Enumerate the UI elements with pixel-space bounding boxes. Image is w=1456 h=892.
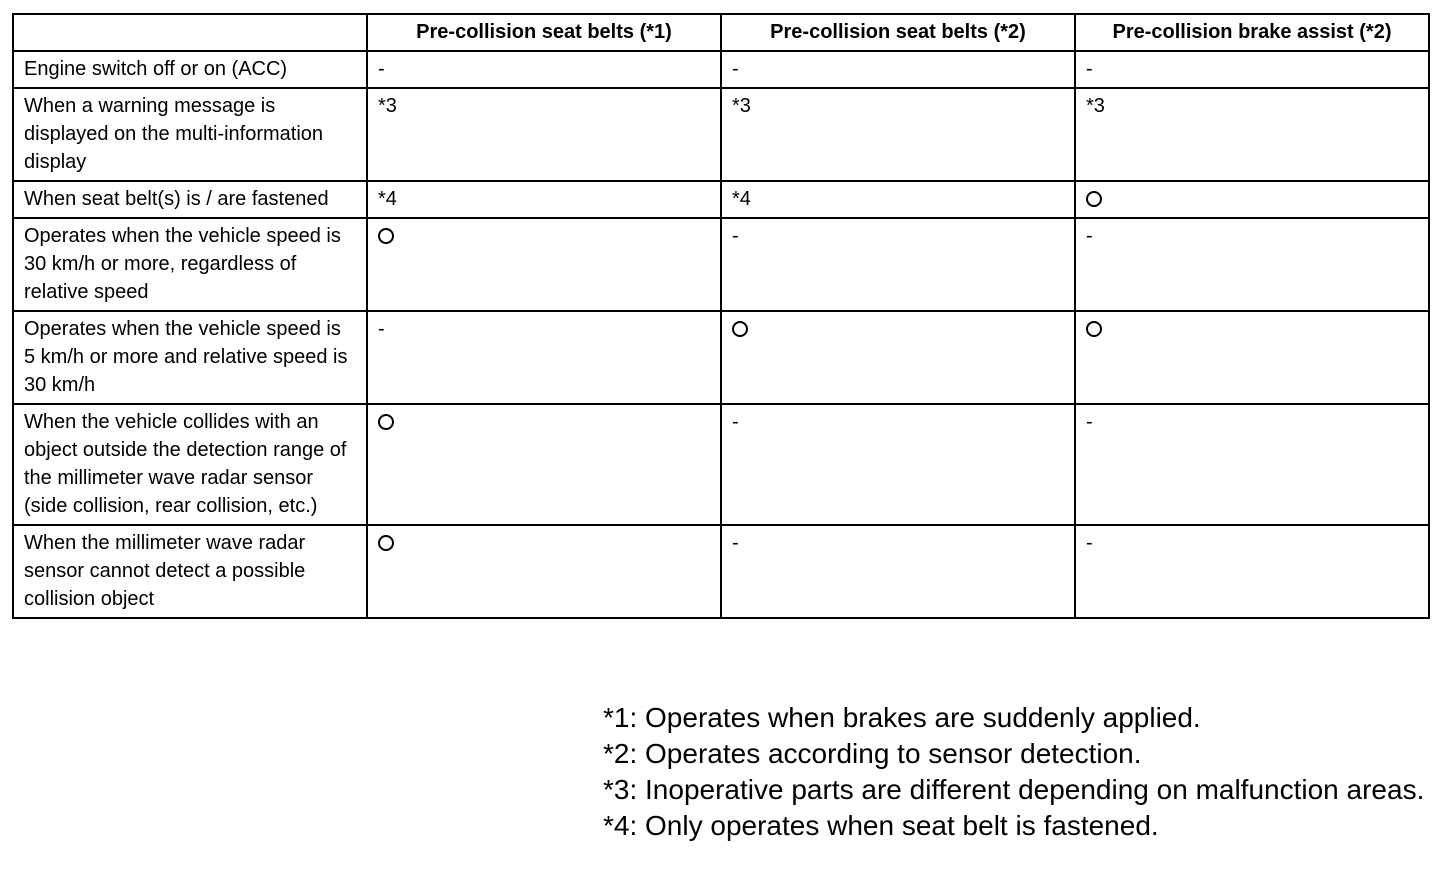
cell-mark: -	[378, 58, 385, 80]
table-cell	[1075, 525, 1429, 618]
table-header	[13, 14, 1429, 51]
table-cell	[1075, 88, 1429, 181]
cell-mark: -	[378, 318, 385, 340]
table-cell	[721, 181, 1075, 218]
table-row	[13, 404, 1429, 525]
header-blank-cell	[13, 14, 367, 51]
cell-mark: -	[732, 532, 739, 554]
cell-mark: -	[732, 225, 739, 247]
cell-mark: *3	[732, 95, 751, 117]
header-row	[13, 14, 1429, 51]
table-body	[13, 51, 1429, 618]
circle-mark-icon	[378, 414, 394, 430]
circle-mark-icon	[732, 321, 748, 337]
header-pre-collision-seat-belts-1: Pre-collision seat belts (*1)	[367, 14, 721, 51]
table-row	[13, 181, 1429, 218]
cell-mark: -	[1086, 58, 1093, 80]
cell-mark: *3	[1086, 95, 1105, 117]
circle-mark-icon	[378, 228, 394, 244]
table-row	[13, 88, 1429, 181]
table-cell	[721, 404, 1075, 525]
cell-mark: -	[1086, 532, 1093, 554]
table-cell	[1075, 181, 1429, 218]
table-cell	[1075, 218, 1429, 311]
table-cell	[367, 525, 721, 618]
header-pre-collision-brake-assist-2: Pre-collision brake assist (*2)	[1075, 14, 1429, 51]
footnotes	[603, 700, 1433, 844]
row-label: Operates when the vehicle speed is 5 km/h or more and relative speed is 30 km/h	[13, 311, 367, 404]
table-row	[13, 311, 1429, 404]
table-cell	[367, 88, 721, 181]
circle-mark-icon	[1086, 321, 1102, 337]
circle-mark-icon	[378, 535, 394, 551]
footnote-1: *1: Operates when brakes are suddenly applied.	[603, 702, 1201, 733]
table-cell	[367, 218, 721, 311]
table-cell	[1075, 51, 1429, 88]
cell-mark: *4	[732, 188, 751, 210]
table-cell	[721, 218, 1075, 311]
table-cell	[721, 525, 1075, 618]
header-pre-collision-seat-belts-2: Pre-collision seat belts (*2)	[721, 14, 1075, 51]
table-cell	[367, 404, 721, 525]
table-cell	[721, 311, 1075, 404]
footnote-2: *2: Operates according to sensor detection.	[603, 738, 1142, 769]
feature-operation-table	[12, 13, 1430, 619]
cell-mark: *4	[378, 188, 397, 210]
row-label: When the millimeter wave radar sensor cannot detect a possible collision object	[13, 525, 367, 618]
cell-mark: -	[1086, 225, 1093, 247]
table-row	[13, 525, 1429, 618]
row-label: When the vehicle collides with an object outside the detection range of the millimeter wave radar sensor (side collision, rear collision, etc.)	[13, 404, 367, 525]
table-cell	[367, 311, 721, 404]
row-label: Operates when the vehicle speed is 30 km/h or more, regardless of relative speed	[13, 218, 367, 311]
table-row	[13, 218, 1429, 311]
table-cell	[721, 88, 1075, 181]
row-label: Engine switch off or on (ACC)	[13, 51, 367, 88]
cell-mark: *3	[378, 95, 397, 117]
table-cell	[367, 51, 721, 88]
footnote-3: *3: Inoperative parts are different depending on malfunction areas.	[603, 774, 1425, 805]
row-label: When seat belt(s) is / are fastened	[13, 181, 367, 218]
table-row	[13, 51, 1429, 88]
table-cell	[721, 51, 1075, 88]
circle-mark-icon	[1086, 191, 1102, 207]
table-cell	[1075, 404, 1429, 525]
row-label: When a warning message is displayed on the multi-information display	[13, 88, 367, 181]
table-cell	[1075, 311, 1429, 404]
cell-mark: -	[732, 58, 739, 80]
cell-mark: -	[732, 411, 739, 433]
cell-mark: -	[1086, 411, 1093, 433]
footnote-4: *4: Only operates when seat belt is fastened.	[603, 810, 1159, 841]
table-cell	[367, 181, 721, 218]
